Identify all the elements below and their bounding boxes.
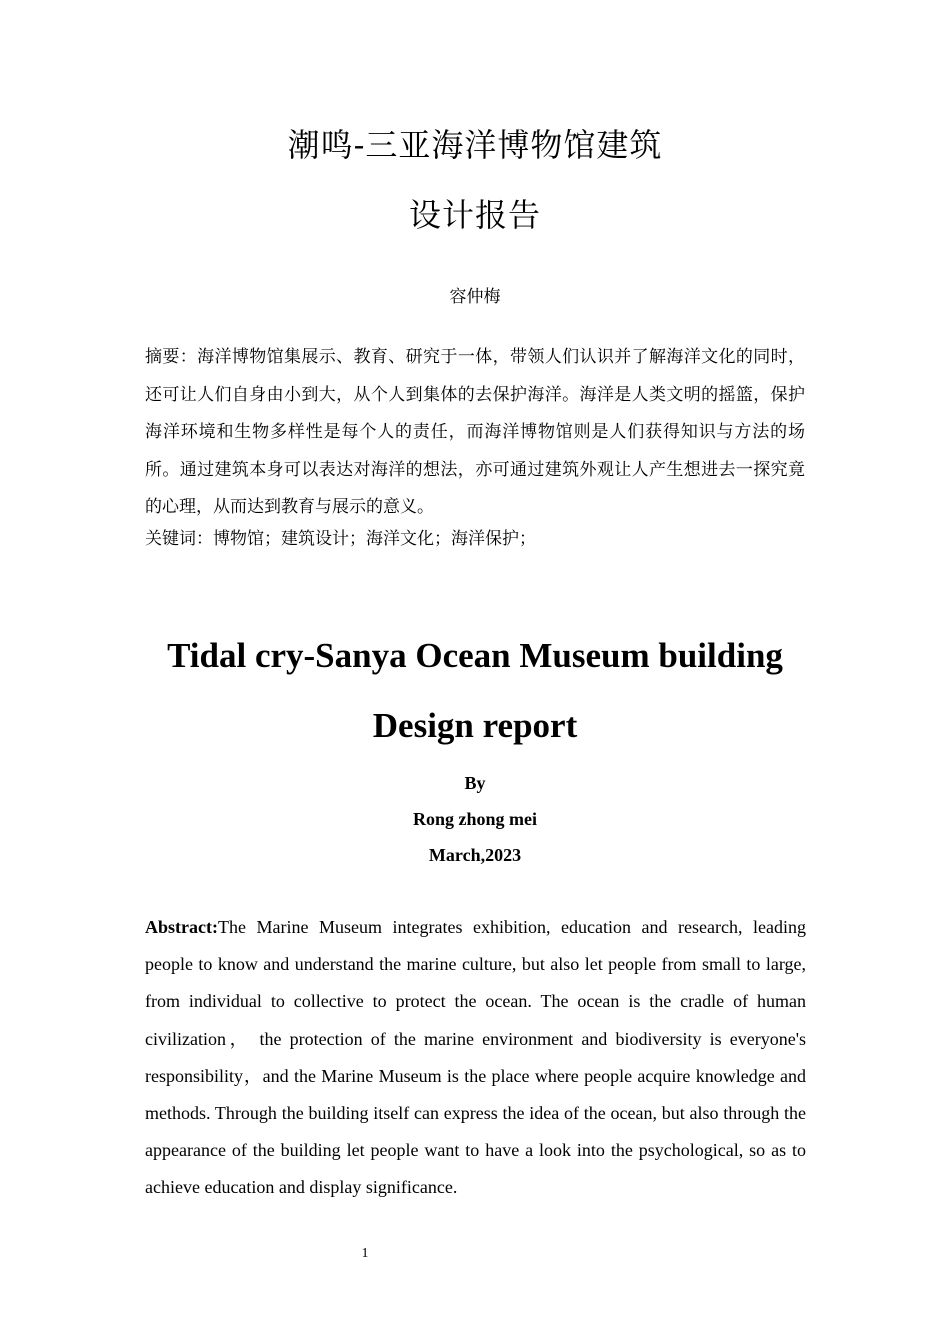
chinese-author: 容仲梅 [449, 287, 501, 307]
english-title-line-2: Design report [372, 706, 578, 745]
page-number: 1 [361, 1246, 369, 1261]
english-date: March,2023 [428, 845, 522, 865]
english-abstract-text: The Marine Museum integrates exhibition, education and research, leading people to know and understand the marine culture, but also let people from small to large, from individual to collective to protect the ocean. The ocean is the cradle of human civilization， the protection of the marine environment and biodiversity is everyone's responsibility，and the Marine Museum is the place where people acquire knowledge and methods. Through the building itself can express the idea of the ocean, but also through the appearance of the building let people want to have a look into the psychological, so as to achieve education and display significance. [145, 917, 806, 1198]
chinese-abstract-text: 海洋博物馆集展示、教育、研究于一体，带领人们认识并了解海洋文化的同时，还可让人们自身由小到大，从个人到集体的去保护海洋。海洋是人类文明的摇篮，保护海洋环境和生物多样性是每个人的责任，而海洋博物馆则是人们获得知识与方法的场所。通过建筑本身可以表达对海洋的想法，亦可通过建筑外观让人产生想进去一探究竟的心理，从而达到教育与展示的意义。 [145, 347, 806, 517]
chinese-title-line-1: 潮鸣-三亚海洋博物馆建筑 [287, 126, 663, 164]
english-by-label: By [464, 773, 486, 793]
chinese-keywords-text: 博物馆；建筑设计；海洋文化；海洋保护； [213, 529, 536, 549]
english-abstract [145, 909, 806, 1207]
chinese-keywords-label: 关键词： [145, 529, 213, 549]
chinese-abstract [145, 339, 805, 527]
english-author: Rong zhong mei [412, 809, 537, 829]
chinese-abstract-label: 摘要： [145, 347, 198, 367]
chinese-keywords [145, 521, 805, 559]
chinese-title-line-2: 设计报告 [408, 196, 541, 234]
english-title-line-1: Tidal cry-Sanya Ocean Museum building [167, 636, 783, 675]
english-abstract-label: Abstract: [145, 917, 218, 937]
